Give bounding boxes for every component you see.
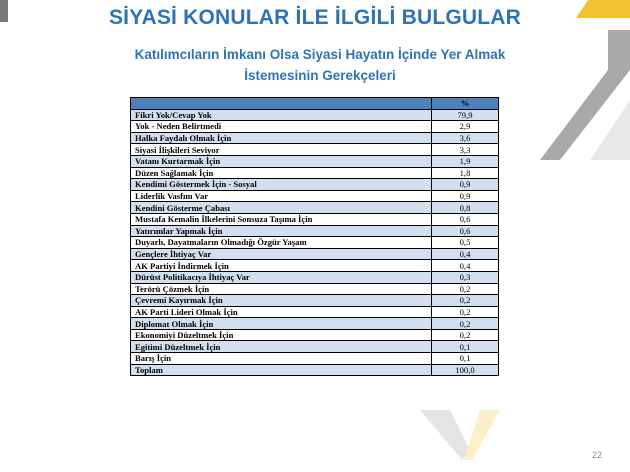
reason-cell: AK Partiyi İndirmek İçin [131, 260, 432, 272]
reason-cell: Egitimi Düzeltmek İçin [131, 341, 432, 353]
reason-cell: Çevremi Kayırmak İçin [131, 295, 432, 307]
percent-cell: 0,2 [432, 295, 499, 307]
table-row [131, 260, 499, 272]
table-row [131, 179, 499, 191]
table-row [131, 167, 499, 179]
table-row [131, 271, 499, 283]
reason-cell: Diplomat Olmak İçin [131, 318, 432, 330]
page-number: 22 [591, 450, 602, 460]
table-header-row [131, 98, 499, 110]
percent-cell: 0,9 [432, 190, 499, 202]
table-row [131, 248, 499, 260]
percent-cell: 1,9 [432, 155, 499, 167]
percent-cell: 0,3 [432, 271, 499, 283]
reason-cell: Duyarlı, Dayatmaların Olmadığı Özgür Yaşam [131, 237, 432, 249]
subtitle-line-1: Katılımcıların İmkanı Olsa Siyasi Hayatın İçinde Yer Almak [134, 47, 506, 62]
table-row [131, 121, 499, 133]
reason-cell: Vatanı Kurtarmak İçin [131, 155, 432, 167]
watermark-logo [420, 410, 540, 460]
table-row [131, 306, 499, 318]
percent-cell: 1,8 [432, 167, 499, 179]
subtitle-line-2: İstemesinin Gerekçeleri [244, 68, 396, 83]
reason-cell: Mustafa Kemalin İlkelerini Sonsuza Taşıma İçin [131, 213, 432, 225]
reason-cell: Yatırımlar Yapmak İçin [131, 225, 432, 237]
reason-cell: Halka Faydalı Olmak İçin [131, 132, 432, 144]
percent-cell: 0,4 [432, 248, 499, 260]
reason-cell: Ekonomiyi Düzeltmek İçin [131, 329, 432, 341]
percent-cell: 0,1 [432, 341, 499, 353]
table-row [131, 295, 499, 307]
reason-cell: Terörü Çözmek İçin [131, 283, 432, 295]
percent-cell: 0,6 [432, 225, 499, 237]
table-body [131, 109, 499, 376]
percent-cell: 0,8 [432, 202, 499, 214]
slide-subtitle [110, 44, 530, 86]
header-label-cell [131, 98, 432, 110]
percent-cell: 79,9 [432, 109, 499, 121]
reason-cell: Kendimi Göstermek İçin - Sosyal [131, 179, 432, 191]
slide-title: SİYASİ KONULAR İLE İLGİLİ BULGULAR [108, 6, 522, 29]
reason-cell: Yok - Neden Belirtmedi [131, 121, 432, 133]
table-row [131, 329, 499, 341]
reason-cell: Kendini Gösterme Çabası [131, 202, 432, 214]
percent-cell: 0,5 [432, 237, 499, 249]
total-label-cell: Toplam [131, 364, 432, 376]
table-row [131, 341, 499, 353]
percent-cell: 3,3 [432, 144, 499, 156]
percent-cell: 0,6 [432, 213, 499, 225]
percent-cell: 3,6 [432, 132, 499, 144]
table-row [131, 225, 499, 237]
table-row [131, 283, 499, 295]
percent-cell: 0,2 [432, 306, 499, 318]
percent-cell: 0,2 [432, 283, 499, 295]
reason-cell: Gençlere İhtiyaç Var [131, 248, 432, 260]
reason-cell: Liderlik Vasfım Var [131, 190, 432, 202]
percent-cell: 0,9 [432, 179, 499, 191]
table-row [131, 237, 499, 249]
table-row [131, 144, 499, 156]
total-value-cell: 100,0 [432, 364, 499, 376]
reason-cell: Düzen Sağlamak İçin [131, 167, 432, 179]
table-row [131, 353, 499, 365]
total-row [131, 364, 499, 376]
table-row [131, 109, 499, 121]
percent-cell: 2,9 [432, 121, 499, 133]
reason-cell: Fikri Yok/Cevap Yok [131, 109, 432, 121]
reason-cell: AK Parti Lideri Olmak İçin [131, 306, 432, 318]
table-row [131, 155, 499, 167]
table-row [131, 213, 499, 225]
reasons-table [130, 97, 499, 376]
reason-cell: Barış İçin [131, 353, 432, 365]
percent-cell: 0,2 [432, 329, 499, 341]
table-row [131, 202, 499, 214]
header-percent-cell: % [432, 98, 499, 110]
reason-cell: Siyasi İlişkileri Seviyor [131, 144, 432, 156]
table-row [131, 132, 499, 144]
percent-cell: 0,1 [432, 353, 499, 365]
reason-cell: Dürüst Politikacıya İhtiyaç Var [131, 271, 432, 283]
table-row [131, 190, 499, 202]
table-row [131, 318, 499, 330]
percent-cell: 0,4 [432, 260, 499, 272]
percent-cell: 0,2 [432, 318, 499, 330]
